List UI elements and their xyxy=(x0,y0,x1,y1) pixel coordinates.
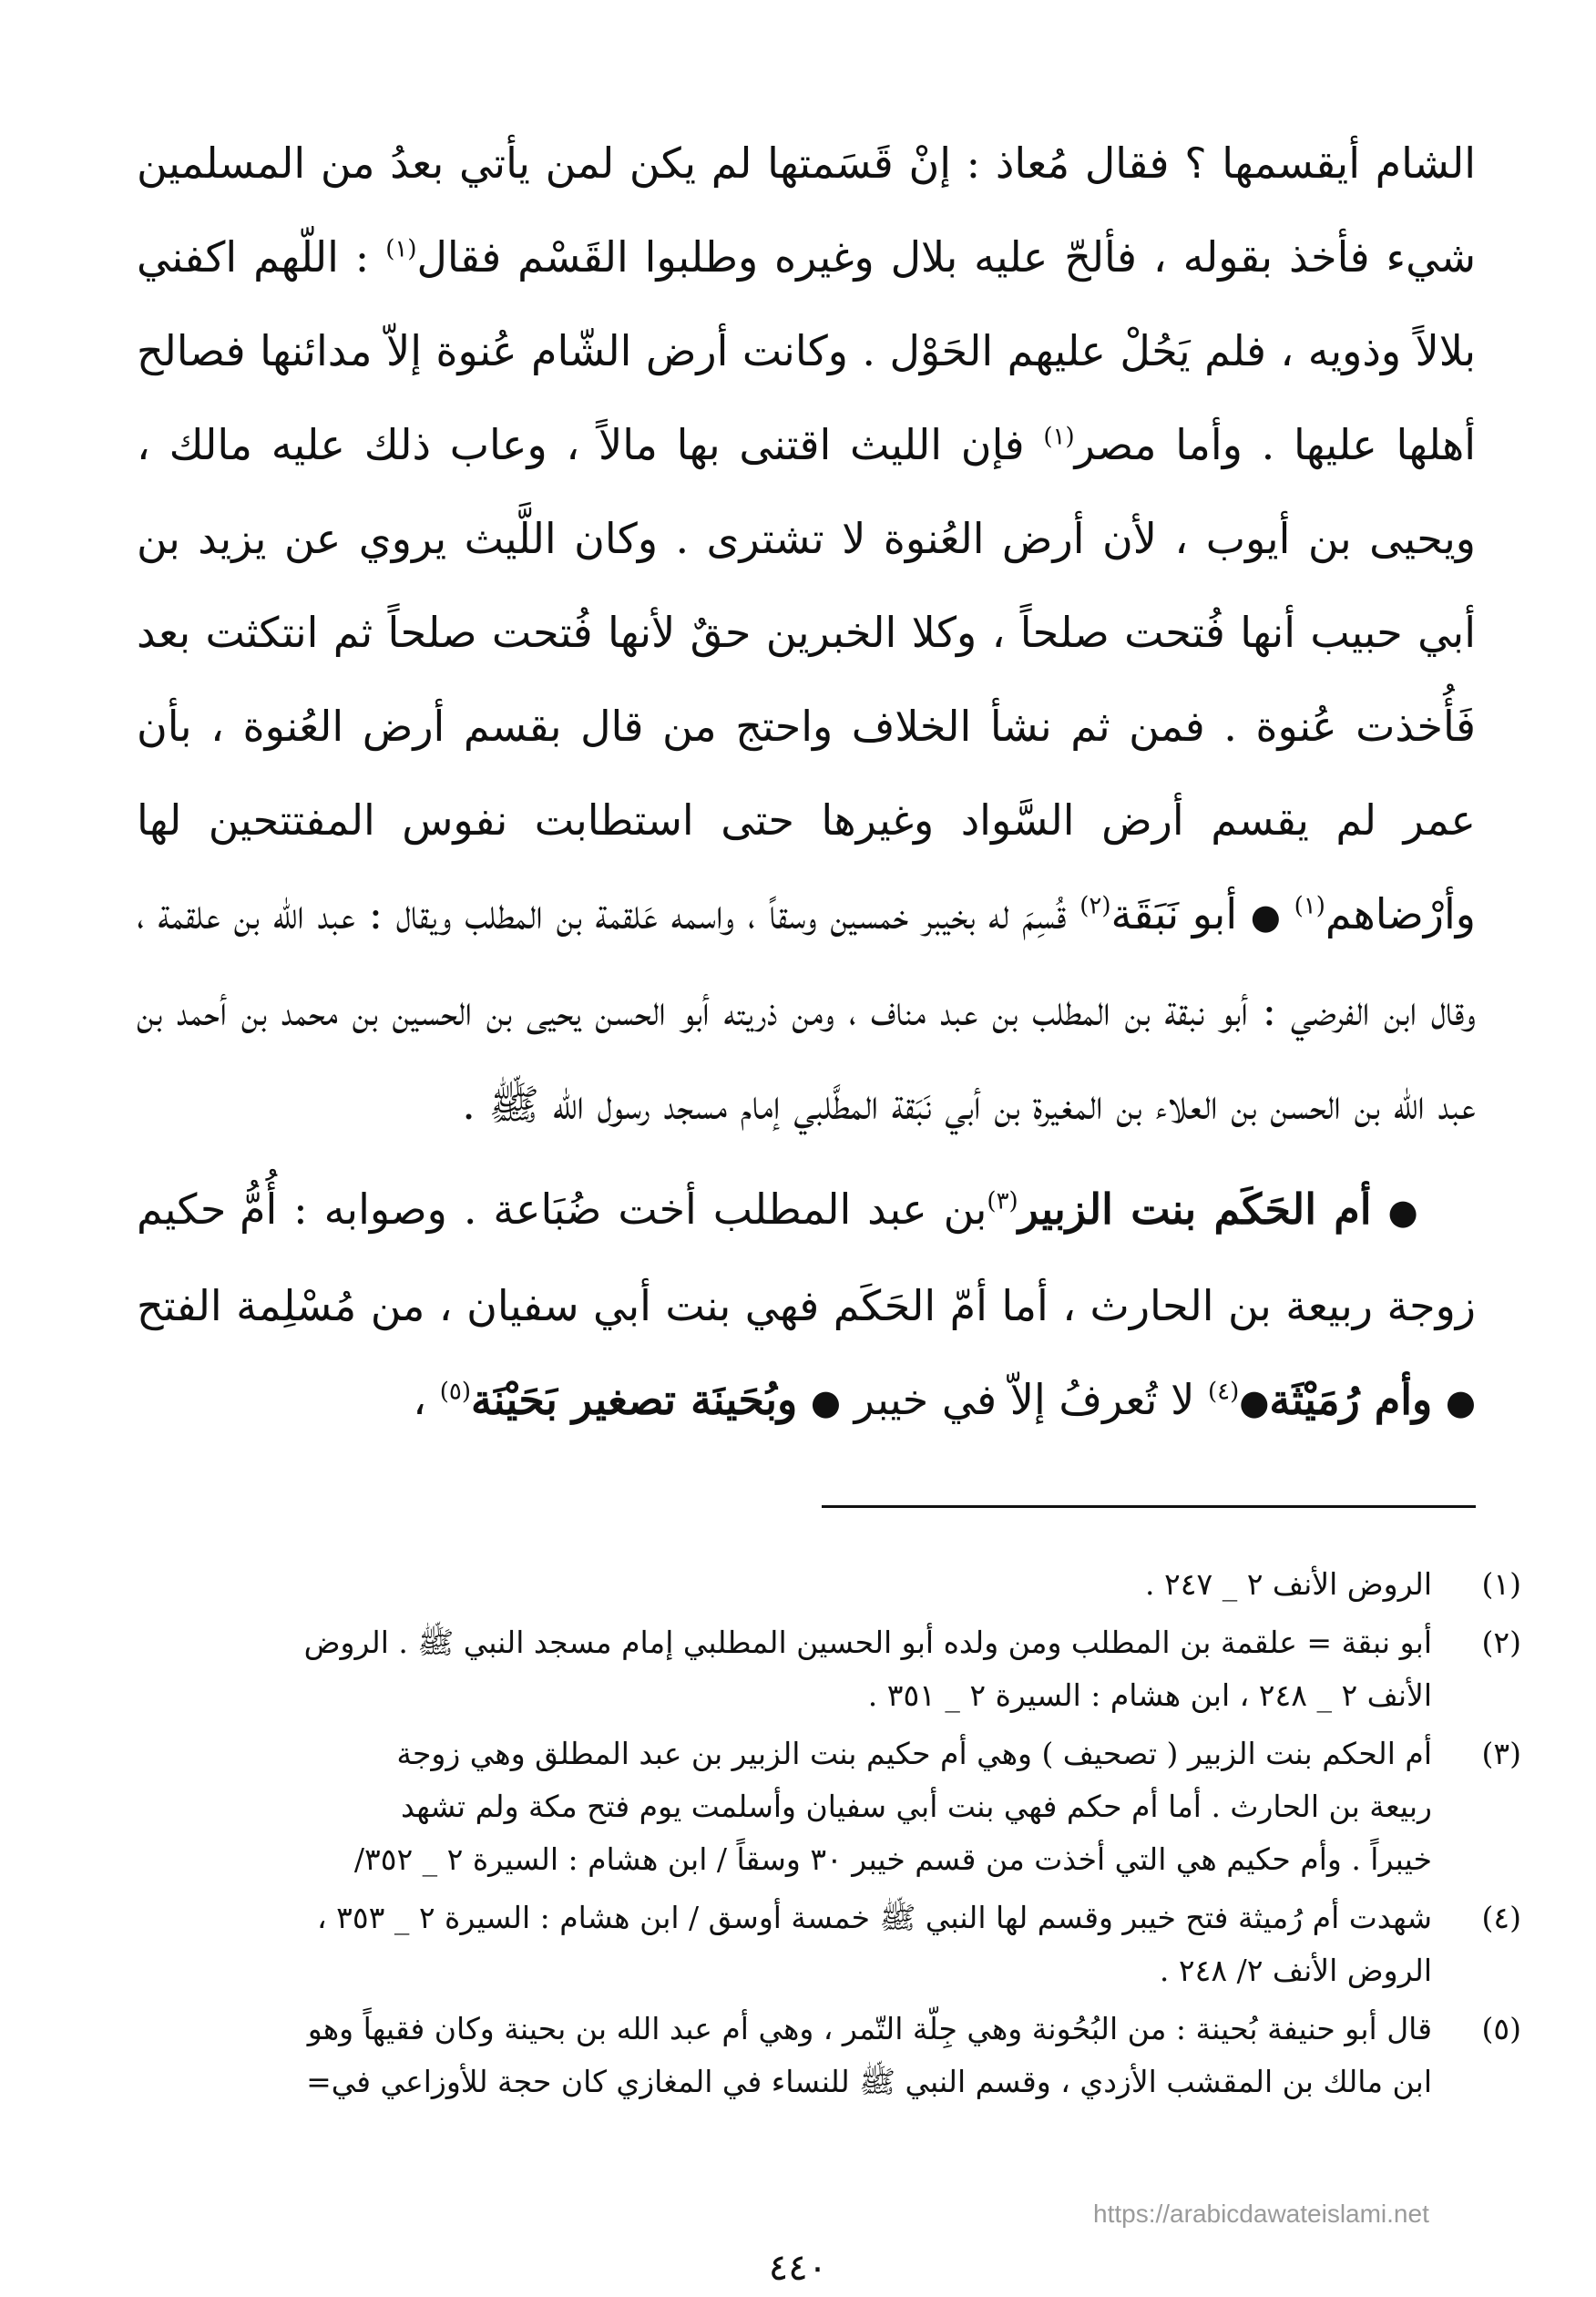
footnote-text xyxy=(137,1616,1432,1722)
text-line: يزيد بن أبي حبيب أنها فُتحت صلحاً ، وكلا الخبرين حقٌ لأنها فُتحت صلحاً ثم xyxy=(137,514,1477,657)
footnote-text xyxy=(137,2003,1432,2108)
text-line: بلالاً وذويه ، فلم يَحُلْ عليهم الحَوْل . وكانت أرض الشّام عُنوة إلاّ مدائنها xyxy=(260,326,1477,375)
text-line: ، xyxy=(413,1375,440,1424)
footnote-text xyxy=(137,1728,1432,1886)
footnote-ref: (١) xyxy=(385,235,417,263)
footnote-ref: (١) xyxy=(1294,892,1325,920)
footnote-number: (٢) xyxy=(1481,1625,1521,1660)
footnote-text xyxy=(137,1892,1432,1997)
footnote-ref: (٤) xyxy=(1207,1378,1240,1406)
footnote-number: (٣) xyxy=(1481,1736,1521,1771)
text-line: فإن الليث اقتنى بها مالاً ، وعاب ذلك عليه xyxy=(271,420,1044,469)
text-line: المطلب بن عبد مناف ، ومن ذريته أبو الحسن يحيى بن الحسين بن محمد بن xyxy=(240,986,1110,1035)
footnote-line: قال أبو حنيفة بُحينة : من البُحُونة وهي جِلّة التّمر ، وهي أم عبد الله بن بحينة وكان فقيهاً وهو xyxy=(307,2011,1432,2046)
footnote-number: (٤) xyxy=(1481,1900,1521,1935)
text-line: أحمد بن عبد الله بن الحسن بن العلاء بن المغيرة بن أبي نَبَقة المطَّلبي إمام xyxy=(137,986,1476,1129)
text-line: المفتتحين لها وأرْضاهم xyxy=(137,795,1477,938)
footnote-ref: (٢) xyxy=(1079,892,1111,920)
footnote-line: خيبراً . وأم حكيم هي التي أخذت من قسم خيبر ٣٠ وسقاً / ابن هشام : السيرة ٢ _ ٣٥٢/ xyxy=(353,1841,1432,1877)
paragraph-2 xyxy=(137,1163,1476,1450)
page-number: ٤٤٠ xyxy=(768,2247,828,2289)
footnote xyxy=(137,1616,1521,1722)
text-line: مسجد رسول الله ﷺ . xyxy=(462,1080,728,1129)
text-line: عَلقمة بن المطلب ويقال : عبد الله بن علقمة ، وقال ابن الفرضي : أبو نبقة بن xyxy=(137,889,1476,1035)
bullet-icon: ● xyxy=(1387,1192,1422,1232)
footnote-line: شهدت أم رُميثة فتح خيبر وقسم لها النبي ﷺ خمسة أوسق / ابن هشام : السيرة ٢ _ ٣٥٣ ، xyxy=(317,1900,1432,1935)
footnote-line: الروض الأنف ٢ _ ٢٤٧ . xyxy=(1145,1566,1432,1602)
bullet-icon: ● xyxy=(1239,1382,1270,1422)
watermark-url: https://arabicdawateislami.net xyxy=(1093,2200,1429,2228)
footnote-line: ابن مالك بن المقشب الأزدي ، وقسم النبي ﷺ للنساء في المغازي كان حجة للأوزاعي في= xyxy=(306,2064,1432,2099)
footnote-number: (٥) xyxy=(1481,2011,1521,2046)
text-line: حكيم زوجة ربيعة بن الحارث ، أما أمّ الحَكَم فهي بنت أبي سفيان ، من مُسْلِمة xyxy=(137,1184,1476,1330)
footnote-text xyxy=(137,1558,1432,1611)
footnote-line: أبو نبقة = علقمة بن المطلب ومن ولده أبو الحسين المطلبي إمام مسجد النبي ﷺ . الروض xyxy=(303,1625,1432,1660)
footnote xyxy=(137,1892,1521,1997)
text-line: فصالح أهلها عليها . وأما مصر xyxy=(137,326,1476,469)
entry-heading: أم الحَكَم بنت الزبير xyxy=(1018,1184,1372,1234)
text-line: العُنوة ، بأن عمر لم يقسم أرض السَّواد وغيرها حتى استطابت نفوس xyxy=(137,702,1476,845)
footnote-line: ربيعة بن الحارث . أما أم حكم فهي بنت أبي سفيان وأسلمت يوم فتح مكة ولم تشهد xyxy=(400,1789,1432,1824)
footnote-line: أم الحكم بنت الزبير ( تصحيف ) وهي أم حكيم بنت الزبير بن عبد المطلق وهي زوجة xyxy=(396,1736,1432,1771)
entry-heading: وأم رُمَيْثَة xyxy=(1269,1375,1433,1424)
main-text xyxy=(137,117,1476,1450)
text-line: بن عبد المطلب أخت ضُبَاعة . وصوابه : أُمُّ xyxy=(239,1184,987,1234)
paragraph-1 xyxy=(137,117,1476,1152)
bullet-icon: ● xyxy=(1445,1382,1476,1422)
text-line: لا تُعرفُ إلاّ في خيبر xyxy=(854,1375,1208,1424)
footnote-line: الروض الأنف ٢/ ٢٤٨ . xyxy=(1159,1953,1432,1988)
text-line: : اللّهم اكفني xyxy=(137,232,386,282)
bullet-icon: ● xyxy=(1250,897,1281,937)
footnote-ref: (٥) xyxy=(439,1378,471,1406)
footnote xyxy=(137,1558,1521,1611)
footnote-ref: (٣) xyxy=(987,1187,1018,1215)
footnote-separator xyxy=(822,1505,1476,1508)
text-line: انتكثت بعد فَأُخذت عُنوة . فمن ثم نشأ الخلاف واحتج من قال بقسم أرض xyxy=(137,608,1476,751)
text-line: مالك ، ويحيى بن أيوب ، لأن أرض العُنوة لا تشترى . وكان اللَّيث يروي عن xyxy=(137,420,1477,563)
text-line: أبو نَبَقَة xyxy=(1110,889,1251,938)
footnotes xyxy=(137,1558,1521,2114)
bullet-icon: ● xyxy=(810,1382,842,1422)
text-line: الشام أيقسمها ؟ فقال مُعاذ : إنْ قَسَمتها لم يكن لمن يأتي بعدُ من المسلمين xyxy=(137,138,1476,188)
text-line: قُسِمَ له بخيبر خمسين وسقاً ، واسمه xyxy=(670,889,1080,938)
footnote-number: (١) xyxy=(1481,1566,1521,1602)
footnote xyxy=(137,2003,1521,2108)
text-line: شيء فأخذ بقوله ، فألحّ عليه بلال وغيره وطلبوا القَسْم فقال xyxy=(416,232,1476,282)
footnote-ref: (١) xyxy=(1043,423,1075,451)
entry-heading: وبُحَينَة تصغير بَحَيْنَة xyxy=(470,1375,798,1424)
footnote-line: الأنف ٢ _ ٢٤٨ ، ابن هشام : السيرة ٢ _ ٣٥١ . xyxy=(867,1677,1432,1713)
text-line: الفتح xyxy=(137,1281,222,1330)
footnote xyxy=(137,1728,1521,1886)
